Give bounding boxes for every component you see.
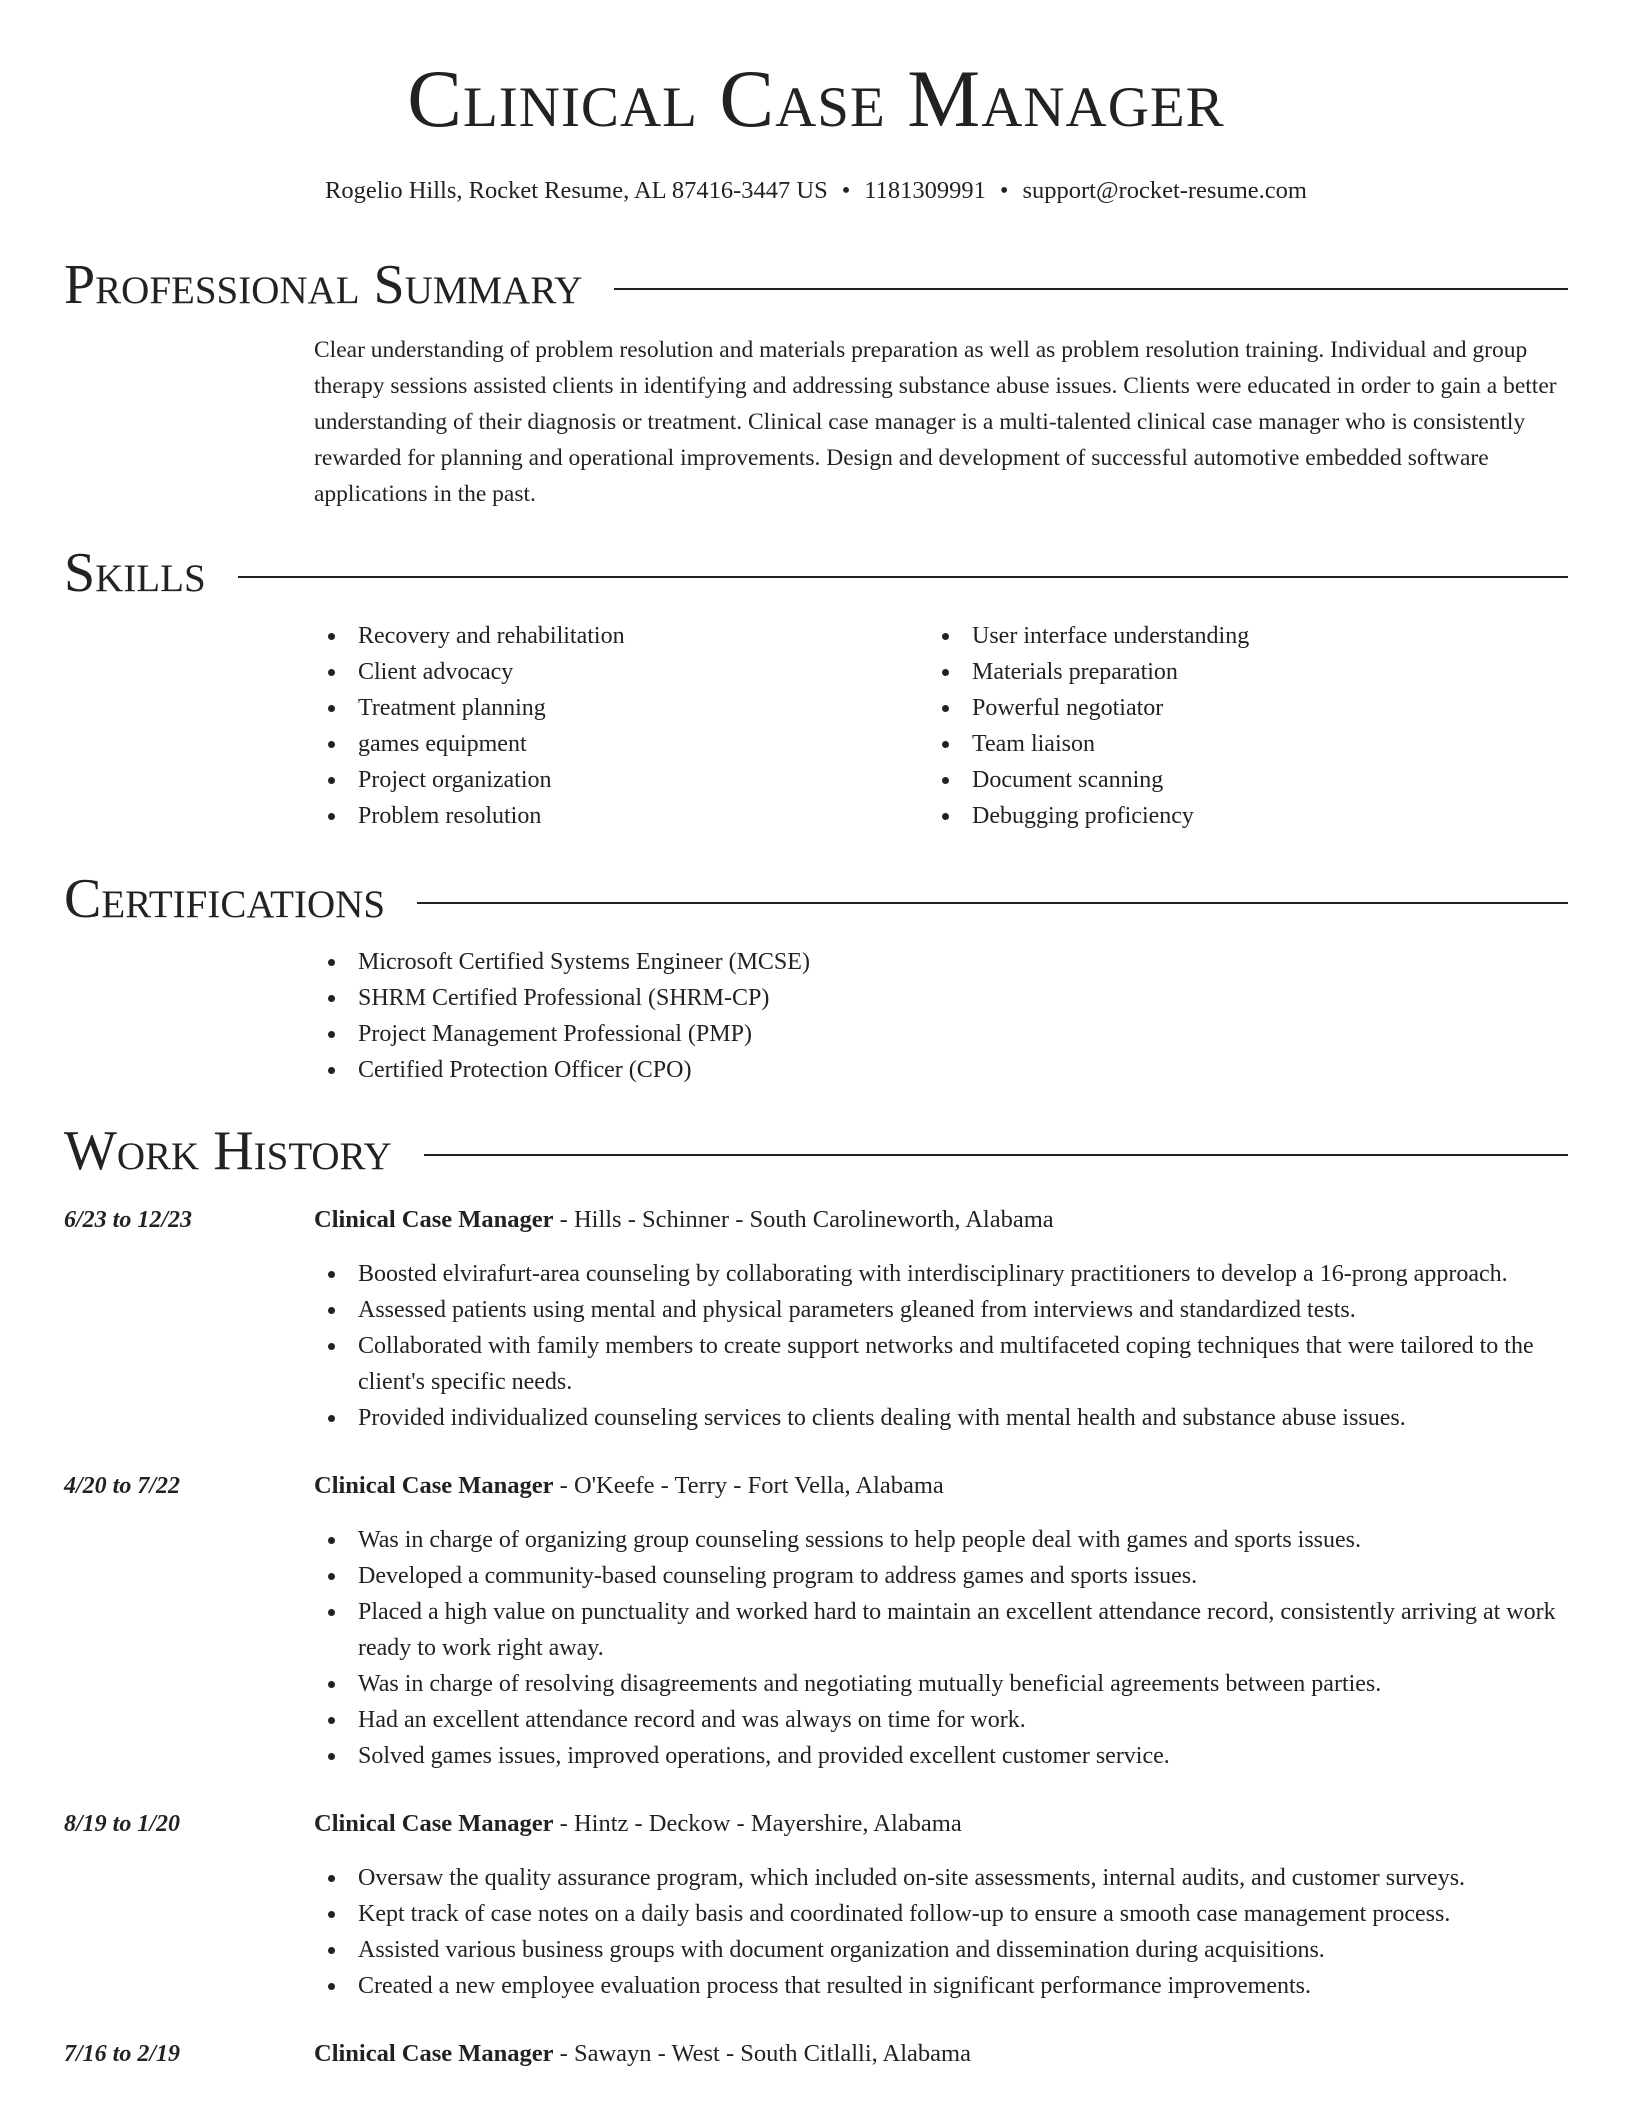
- skill-item: Treatment planning: [314, 690, 928, 726]
- job-bullet-list: [314, 1522, 1568, 1774]
- skill-item: Materials preparation: [928, 654, 1568, 690]
- skills-list-right: [928, 618, 1568, 834]
- skill-item: Problem resolution: [314, 798, 928, 834]
- contact-line: [0, 174, 1632, 208]
- job-bullet: Assessed patients using mental and physical parameters gleaned from interviews and standardized tests.: [314, 1292, 1568, 1328]
- job-bullet-list: [314, 1860, 1568, 2004]
- skills-list-left: [314, 618, 928, 834]
- job-bullet: Had an excellent attendance record and was always on time for work.: [314, 1702, 1568, 1738]
- contact-phone: 1181309991: [864, 177, 986, 204]
- job-employer: - Hintz - Deckow - Mayershire, Alabama: [553, 1810, 962, 1837]
- contact-separator: •: [841, 177, 851, 204]
- skill-item: User interface understanding: [928, 618, 1568, 654]
- job-role: Clinical Case Manager: [314, 1472, 554, 1499]
- summary-title: Professional Summary: [64, 254, 583, 316]
- certification-item: SHRM Certified Professional (SHRM-CP): [314, 980, 1568, 1016]
- job-bullet: Kept track of case notes on a daily basis and coordinated follow-up to ensure a smooth case management process.: [314, 1896, 1568, 1932]
- skill-item: Powerful negotiator: [928, 690, 1568, 726]
- skill-item: Client advocacy: [314, 654, 928, 690]
- contact-separator: •: [999, 177, 1009, 204]
- certifications-section: [64, 868, 1568, 1083]
- certifications-heading: [64, 868, 1568, 930]
- job-bullet: Developed a community-based counseling program to address games and sports issues.: [314, 1558, 1568, 1594]
- contact-address: Rogelio Hills, Rocket Resume, AL 87416-3447 US: [325, 177, 828, 204]
- job-dates: 6/23 to 12/23: [64, 1207, 193, 1233]
- summary-section: [64, 254, 1568, 507]
- job-bullet: Assisted various business groups with document organization and dissemination during acquisitions.: [314, 1932, 1568, 1968]
- certifications-title: Certifications: [64, 868, 386, 930]
- certification-item: Certified Protection Officer (CPO): [314, 1052, 1568, 1088]
- job-dates: 4/20 to 7/22: [64, 1473, 181, 1499]
- skills-section: [64, 542, 1568, 829]
- job-bullet: Provided individualized counseling services to clients dealing with mental health and substance abuse issues.: [314, 1400, 1568, 1436]
- job-title-line: [314, 2036, 1568, 2072]
- certification-item: Microsoft Certified Systems Engineer (MCSE): [314, 944, 1568, 980]
- job-employer: - Sawayn - West - South Citlalli, Alabama: [553, 2040, 971, 2067]
- job-dates: 7/16 to 2/19: [64, 2041, 181, 2067]
- job-title-line: [314, 1202, 1568, 1238]
- section-divider: [424, 1154, 1568, 1156]
- job-employer: - O'Keefe - Terry - Fort Vella, Alabama: [553, 1472, 944, 1499]
- job-bullet: Created a new employee evaluation process that resulted in significant performance improvements.: [314, 1968, 1568, 2004]
- skill-item: Recovery and rehabilitation: [314, 618, 928, 654]
- job-employer: - Hills - Schinner - South Carolineworth, Alabama: [553, 1206, 1054, 1233]
- skill-item: games equipment: [314, 726, 928, 762]
- skill-item: Project organization: [314, 762, 928, 798]
- job-bullet-list: [314, 1256, 1568, 1436]
- job-bullet: Oversaw the quality assurance program, which included on-site assessments, internal audits, and customer surveys.: [314, 1860, 1568, 1896]
- contact-email[interactable]: support@rocket-resume.com: [1022, 177, 1307, 204]
- job-dates: 8/19 to 1/20: [64, 1811, 181, 1837]
- job-bullet: Placed a high value on punctuality and worked hard to maintain an excellent attendance record, consistently arriving at work ready to work right away.: [314, 1594, 1568, 1666]
- job-role: Clinical Case Manager: [314, 2040, 554, 2067]
- certification-item: Project Management Professional (PMP): [314, 1016, 1568, 1052]
- skill-item: Debugging proficiency: [928, 798, 1568, 834]
- summary-text: Clear understanding of problem resolution and materials preparation as well as problem resolution training. Individual and group therapy sessions assisted clients in identifying and addressing substance abuse issues. Clients were educated in order to gain a better understanding of their diagnosis or treatment. Clinical case manager is a multi-talented clinical case manager who is consistently rewarded for planning and operational improvements. Design and development of successful automotive embedded software applications in the past.: [314, 337, 1557, 507]
- section-divider: [614, 288, 1568, 290]
- certifications-list: [314, 944, 1568, 1088]
- skills-heading: [64, 542, 1568, 604]
- work-history-title: Work History: [64, 1120, 392, 1182]
- summary-heading: [64, 254, 1568, 316]
- job-bullet: Was in charge of organizing group counseling sessions to help people deal with games and sports issues.: [314, 1522, 1568, 1558]
- job-bullet: Solved games issues, improved operations, and provided excellent customer service.: [314, 1738, 1568, 1774]
- section-divider: [238, 576, 1568, 578]
- job-role: Clinical Case Manager: [314, 1206, 554, 1233]
- skills-title: Skills: [64, 542, 206, 604]
- section-divider: [417, 902, 1568, 904]
- job-role: Clinical Case Manager: [314, 1810, 554, 1837]
- job-bullet: Boosted elvirafurt-area counseling by collaborating with interdisciplinary practitioners to develop a 16-prong approach.: [314, 1256, 1568, 1292]
- skill-item: Document scanning: [928, 762, 1568, 798]
- skills-grid: [314, 618, 1568, 834]
- resume-name: Clinical Case Manager: [407, 53, 1225, 144]
- work-history-section: [64, 1120, 1568, 2067]
- job-bullet: Was in charge of resolving disagreements and negotiating mutually beneficial agreements between parties.: [314, 1666, 1568, 1702]
- job-title-line: [314, 1806, 1568, 1842]
- job-bullet: Collaborated with family members to create support networks and multifaceted coping techniques that were tailored to the client's specific needs.: [314, 1328, 1568, 1400]
- work-history-heading: [64, 1120, 1568, 1182]
- skill-item: Team liaison: [928, 726, 1568, 762]
- job-title-line: [314, 1468, 1568, 1504]
